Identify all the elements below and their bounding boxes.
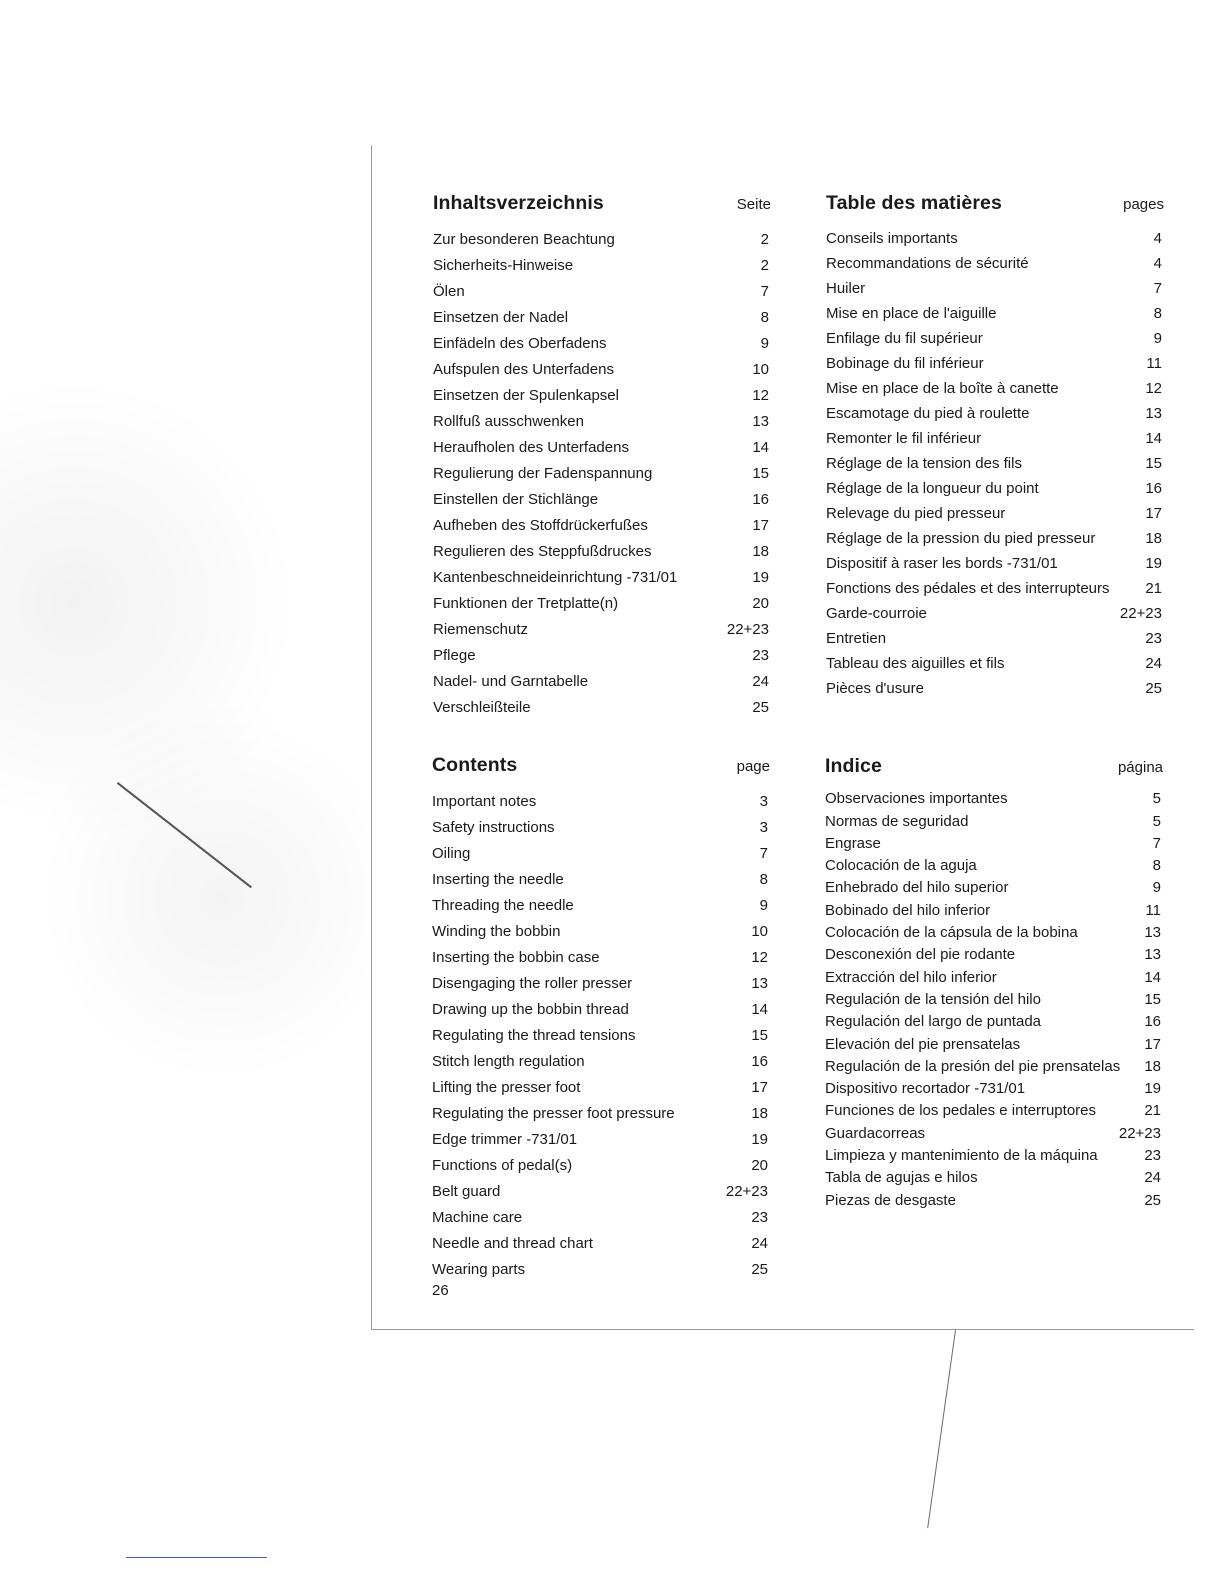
toc-entry-page: 15 bbox=[752, 465, 769, 482]
toc-entry bbox=[433, 326, 773, 352]
toc-entry bbox=[432, 1096, 772, 1122]
toc-entry-page: 14 bbox=[1145, 430, 1162, 447]
toc-entry-page: 22+23 bbox=[1118, 1124, 1161, 1142]
toc-entry bbox=[433, 222, 773, 248]
toc-entry bbox=[825, 830, 1165, 852]
toc-entry-page: 24 bbox=[751, 1235, 768, 1252]
toc-list bbox=[433, 222, 773, 716]
toc-entry-title: Regulación de la tensión del hilo bbox=[825, 990, 1041, 1008]
toc-entry-page: 2 bbox=[760, 231, 769, 248]
toc-entry bbox=[432, 1044, 772, 1070]
toc-entry-page: 3 bbox=[759, 819, 768, 836]
toc-entry-page: 18 bbox=[1145, 530, 1162, 547]
toc-entry-page: 9 bbox=[1152, 879, 1161, 897]
toc-entry-title: Pflege bbox=[433, 647, 476, 664]
toc-entry-page: 2 bbox=[760, 257, 769, 274]
toc-entry-title: Tableau des aiguilles et fils bbox=[826, 655, 1005, 672]
toc-entry-title: Remonter le fil inférieur bbox=[826, 430, 982, 447]
toc-entry-page: 12 bbox=[752, 387, 769, 404]
toc-entry bbox=[825, 1030, 1165, 1052]
toc-entry bbox=[432, 888, 772, 914]
toc-entry-page: 19 bbox=[1145, 555, 1162, 572]
toc-entry-page: 7 bbox=[1152, 834, 1161, 852]
toc-entry-title: Machine care bbox=[432, 1209, 523, 1226]
toc-entry-title: Enfilage du fil supérieur bbox=[826, 330, 983, 347]
toc-entry-title: Winding the bobbin bbox=[432, 923, 561, 940]
toc-entry-page: 13 bbox=[1144, 946, 1161, 964]
toc-entry bbox=[433, 378, 773, 404]
toc-entry-title: Tabla de agujas e hilos bbox=[825, 1169, 978, 1187]
toc-entry-title: Limpieza y mantenimiento de la máquina bbox=[825, 1147, 1098, 1165]
toc-entry bbox=[432, 914, 772, 940]
toc-list bbox=[826, 222, 1166, 697]
toc-entry bbox=[825, 852, 1165, 874]
toc-entry-title: Regulieren des Steppfußdruckes bbox=[433, 543, 652, 560]
toc-entry-page: 17 bbox=[752, 517, 769, 534]
toc-entry-title: Sicherheits-Hinweise bbox=[433, 257, 574, 274]
toc-title: Contents bbox=[432, 754, 518, 776]
toc-entry bbox=[826, 672, 1166, 697]
toc-entry-title: Functions of pedal(s) bbox=[432, 1157, 573, 1174]
toc-entry-page: 7 bbox=[1153, 280, 1162, 297]
toc-entry-page: 23 bbox=[1144, 1147, 1161, 1165]
toc-entry-page: 14 bbox=[752, 439, 769, 456]
toc-entry bbox=[826, 472, 1166, 497]
toc-entry-page: 8 bbox=[1152, 857, 1161, 875]
toc-title: Indice bbox=[825, 755, 882, 777]
toc-entry-title: Elevación del pie prensatelas bbox=[825, 1035, 1021, 1053]
toc-entry-page: 5 bbox=[1152, 790, 1161, 808]
toc-entry-page: 16 bbox=[1144, 1013, 1161, 1031]
toc-entry-page: 16 bbox=[1145, 480, 1162, 497]
toc-page-header: Seite bbox=[736, 196, 771, 213]
toc-entry-title: Important notes bbox=[432, 793, 537, 810]
toc-entry-page: 12 bbox=[1145, 380, 1162, 397]
toc-entry-page: 12 bbox=[751, 949, 768, 966]
toc-entry-title: Relevage du pied presseur bbox=[826, 505, 1006, 522]
page-number: 26 bbox=[432, 1282, 449, 1299]
toc-entry-page: 10 bbox=[752, 361, 769, 378]
toc-entry bbox=[825, 963, 1165, 985]
toc-entry-page: 19 bbox=[1144, 1080, 1161, 1098]
toc-entry-title: Safety instructions bbox=[432, 819, 555, 836]
toc-entry-page: 21 bbox=[1144, 1102, 1161, 1120]
toc-entry bbox=[826, 297, 1166, 322]
toc-entry-page: 25 bbox=[1145, 680, 1162, 697]
toc-entry-page: 18 bbox=[752, 543, 769, 560]
toc-entry bbox=[433, 456, 773, 482]
toc-german bbox=[433, 192, 773, 716]
toc-entry-title: Funktionen der Tretplatte(n) bbox=[433, 595, 619, 612]
toc-entry-title: Bobinado del hilo inferior bbox=[825, 901, 991, 919]
toc-entry-title: Funciones de los pedales e interruptores bbox=[825, 1102, 1096, 1120]
toc-entry bbox=[433, 300, 773, 326]
toc-entry-title: Inserting the bobbin case bbox=[432, 949, 600, 966]
toc-entry-title: Belt guard bbox=[432, 1183, 501, 1200]
toc-entry-page: 16 bbox=[751, 1053, 768, 1070]
toc-entry-page: 17 bbox=[1144, 1035, 1161, 1053]
toc-entry-page: 10 bbox=[751, 923, 768, 940]
toc-entry bbox=[825, 986, 1165, 1008]
toc-entry bbox=[433, 664, 773, 690]
toc-entry-page: 7 bbox=[759, 845, 768, 862]
toc-entry-page: 13 bbox=[1144, 924, 1161, 942]
toc-entry bbox=[826, 422, 1166, 447]
toc-entry-title: Réglage de la longueur du point bbox=[826, 480, 1039, 497]
toc-entry bbox=[826, 522, 1166, 547]
toc-entry-title: Regulating the thread tensions bbox=[432, 1027, 636, 1044]
toc-page-header: página bbox=[1117, 759, 1163, 776]
toc-spanish bbox=[825, 755, 1165, 1209]
toc-entry-page: 13 bbox=[751, 975, 768, 992]
toc-english bbox=[432, 754, 772, 1278]
toc-entry-title: Einfädeln des Oberfadens bbox=[433, 335, 607, 352]
toc-entry-page: 17 bbox=[751, 1079, 768, 1096]
toc-entry-page: 23 bbox=[752, 647, 769, 664]
scan-stray-line bbox=[927, 1330, 956, 1528]
toc-entry-title: Regulating the presser foot pressure bbox=[432, 1105, 675, 1122]
toc-entry-page: 14 bbox=[1144, 968, 1161, 986]
toc-entry bbox=[826, 372, 1166, 397]
toc-entry bbox=[826, 647, 1166, 672]
toc-entry-page: 11 bbox=[1146, 355, 1162, 372]
toc-entry-page: 20 bbox=[752, 595, 769, 612]
toc-entry-title: Nadel- und Garntabelle bbox=[433, 673, 589, 690]
toc-entry-page: 24 bbox=[1144, 1169, 1161, 1187]
toc-entry-title: Einsetzen der Spulenkapsel bbox=[433, 387, 619, 404]
toc-entry-page: 14 bbox=[751, 1001, 768, 1018]
toc-entry bbox=[825, 1097, 1165, 1119]
toc-entry-title: Mise en place de l'aiguille bbox=[826, 305, 997, 322]
toc-entry-page: 16 bbox=[752, 491, 769, 508]
toc-entry-title: Stitch length regulation bbox=[432, 1053, 585, 1070]
toc-header bbox=[825, 755, 1165, 785]
toc-entry bbox=[825, 896, 1165, 918]
toc-entry bbox=[432, 1122, 772, 1148]
toc-entry bbox=[825, 1008, 1165, 1030]
toc-entry bbox=[826, 397, 1166, 422]
toc-entry-title: Needle and thread chart bbox=[432, 1235, 593, 1252]
toc-entry-title: Mise en place de la boîte à canette bbox=[826, 380, 1059, 397]
toc-entry-title: Inserting the needle bbox=[432, 871, 564, 888]
toc-entry bbox=[433, 690, 773, 716]
toc-entry-title: Aufspulen des Unterfadens bbox=[433, 361, 614, 378]
toc-entry bbox=[825, 1053, 1165, 1075]
toc-entry bbox=[432, 1252, 772, 1278]
toc-entry bbox=[433, 404, 773, 430]
toc-entry bbox=[432, 784, 772, 810]
toc-entry-page: 4 bbox=[1153, 230, 1162, 247]
toc-entry-page: 23 bbox=[751, 1209, 768, 1226]
toc-entry-title: Drawing up the bobbin thread bbox=[432, 1001, 629, 1018]
toc-entry-title: Lifting the presser foot bbox=[432, 1079, 581, 1096]
toc-entry-title: Einsetzen der Nadel bbox=[433, 309, 569, 326]
toc-entry-page: 8 bbox=[759, 871, 768, 888]
toc-entry-page: 9 bbox=[1153, 330, 1162, 347]
toc-entry bbox=[825, 1119, 1165, 1141]
toc-entry-title: Regulación del largo de puntada bbox=[825, 1013, 1041, 1031]
toc-entry-page: 17 bbox=[1145, 505, 1162, 522]
toc-entry-page: 23 bbox=[1145, 630, 1162, 647]
toc-entry bbox=[432, 1148, 772, 1174]
toc-entry bbox=[825, 941, 1165, 963]
page-edge-left bbox=[371, 145, 372, 1330]
toc-entry bbox=[432, 862, 772, 888]
toc-entry bbox=[433, 508, 773, 534]
toc-entry bbox=[433, 274, 773, 300]
toc-entry-title: Extracción del hilo inferior bbox=[825, 968, 997, 986]
toc-entry-title: Rollfuß ausschwenken bbox=[433, 413, 584, 430]
toc-header bbox=[826, 192, 1166, 222]
toc-entry bbox=[432, 810, 772, 836]
toc-entry-title: Colocación de la cápsula de la bobina bbox=[825, 924, 1078, 942]
toc-entry bbox=[433, 352, 773, 378]
toc-header bbox=[432, 754, 772, 784]
toc-entry bbox=[433, 560, 773, 586]
toc-entry bbox=[432, 992, 772, 1018]
toc-entry-title: Bobinage du fil inférieur bbox=[826, 355, 984, 372]
toc-entry-page: 22+23 bbox=[725, 1183, 768, 1200]
toc-entry-title: Dispositivo recortador -731/01 bbox=[825, 1080, 1026, 1098]
toc-entry-page: 19 bbox=[751, 1131, 768, 1148]
toc-entry-title: Oiling bbox=[432, 845, 471, 862]
toc-entry-title: Engrase bbox=[825, 834, 881, 852]
toc-entry-title: Disengaging the roller presser bbox=[432, 975, 633, 992]
toc-entry-title: Dispositif à raser les bords -731/01 bbox=[826, 555, 1058, 572]
toc-entry bbox=[825, 807, 1165, 829]
toc-entry-page: 25 bbox=[752, 699, 769, 716]
toc-entry bbox=[826, 547, 1166, 572]
toc-entry-page: 19 bbox=[752, 569, 769, 586]
toc-entry-title: Desconexión del pie rodante bbox=[825, 946, 1016, 964]
toc-header bbox=[433, 192, 773, 222]
toc-entry bbox=[826, 497, 1166, 522]
toc-entry-title: Recommandations de sécurité bbox=[826, 255, 1029, 272]
toc-entry bbox=[825, 1075, 1165, 1097]
toc-entry-title: Regulación de la presión del pie prensatelas bbox=[825, 1057, 1121, 1075]
toc-entry bbox=[826, 222, 1166, 247]
toc-entry-title: Huiler bbox=[826, 280, 866, 297]
toc-entry-title: Kantenbeschneideinrichtung -731/01 bbox=[433, 569, 678, 586]
toc-page-header: page bbox=[736, 758, 770, 775]
toc-entry bbox=[433, 430, 773, 456]
toc-entry-title: Zur besonderen Beachtung bbox=[433, 231, 615, 248]
toc-entry bbox=[433, 248, 773, 274]
toc-list bbox=[432, 784, 772, 1278]
toc-entry-page: 13 bbox=[752, 413, 769, 430]
toc-entry-page: 7 bbox=[760, 283, 769, 300]
toc-entry-page: 18 bbox=[751, 1105, 768, 1122]
toc-page-header: pages bbox=[1123, 196, 1164, 213]
toc-title: Table des matières bbox=[826, 192, 1002, 214]
toc-entry-title: Fonctions des pédales et des interrupteurs bbox=[826, 580, 1110, 597]
toc-entry-page: 11 bbox=[1145, 901, 1161, 919]
toc-entry bbox=[825, 1186, 1165, 1208]
toc-entry-title: Réglage de la tension des fils bbox=[826, 455, 1022, 472]
toc-entry-title: Einstellen der Stichlänge bbox=[433, 491, 599, 508]
toc-entry-page: 13 bbox=[1145, 405, 1162, 422]
toc-entry-title: Escamotage du pied à roulette bbox=[826, 405, 1030, 422]
toc-entry-title: Conseils importants bbox=[826, 230, 958, 247]
toc-entry-title: Ölen bbox=[433, 283, 465, 300]
toc-entry-title: Garde-courroie bbox=[826, 605, 927, 622]
toc-entry-page: 4 bbox=[1153, 255, 1162, 272]
toc-entry-title: Riemenschutz bbox=[433, 621, 529, 638]
toc-entry bbox=[825, 1164, 1165, 1186]
toc-entry bbox=[433, 482, 773, 508]
toc-entry-page: 20 bbox=[751, 1157, 768, 1174]
toc-entry bbox=[826, 322, 1166, 347]
toc-entry-title: Regulierung der Fadenspannung bbox=[433, 465, 653, 482]
toc-entry bbox=[826, 347, 1166, 372]
toc-entry bbox=[433, 612, 773, 638]
page-edge-bottom bbox=[372, 1329, 1194, 1330]
scan-noise bbox=[0, 380, 370, 1120]
toc-entry bbox=[825, 874, 1165, 896]
toc-entry bbox=[433, 638, 773, 664]
toc-entry-title: Observaciones importantes bbox=[825, 790, 1008, 808]
toc-entry-page: 25 bbox=[751, 1261, 768, 1278]
toc-entry-page: 25 bbox=[1144, 1191, 1161, 1209]
toc-title: Inhaltsverzeichnis bbox=[433, 192, 604, 214]
toc-entry-title: Edge trimmer -731/01 bbox=[432, 1131, 578, 1148]
toc-entry-page: 15 bbox=[751, 1027, 768, 1044]
toc-entry bbox=[825, 785, 1165, 807]
toc-entry-page: 9 bbox=[759, 897, 768, 914]
toc-entry-page: 9 bbox=[760, 335, 769, 352]
toc-entry-title: Entretien bbox=[826, 630, 887, 647]
toc-entry bbox=[826, 272, 1166, 297]
toc-entry bbox=[433, 586, 773, 612]
link-underline bbox=[126, 1557, 267, 1558]
toc-entry-title: Verschleißteile bbox=[433, 699, 531, 716]
toc-entry-title: Pièces d'usure bbox=[826, 680, 924, 697]
toc-entry bbox=[826, 247, 1166, 272]
toc-entry bbox=[432, 1018, 772, 1044]
toc-entry bbox=[432, 836, 772, 862]
toc-entry-page: 21 bbox=[1145, 580, 1162, 597]
toc-entry bbox=[826, 447, 1166, 472]
toc-entry bbox=[432, 1226, 772, 1252]
toc-entry-title: Réglage de la pression du pied presseur bbox=[826, 530, 1096, 547]
toc-entry-title: Heraufholen des Unterfadens bbox=[433, 439, 629, 456]
toc-entry-page: 15 bbox=[1145, 455, 1162, 472]
toc-entry-title: Normas de seguridad bbox=[825, 812, 969, 830]
toc-entry-title: Piezas de desgaste bbox=[825, 1191, 956, 1209]
toc-entry bbox=[432, 940, 772, 966]
toc-entry-page: 3 bbox=[759, 793, 768, 810]
toc-entry bbox=[432, 1174, 772, 1200]
toc-entry bbox=[826, 622, 1166, 647]
toc-entry bbox=[432, 966, 772, 992]
toc-entry bbox=[432, 1070, 772, 1096]
toc-entry-page: 5 bbox=[1152, 812, 1161, 830]
toc-entry-title: Colocación de la aguja bbox=[825, 857, 977, 875]
toc-entry-title: Wearing parts bbox=[432, 1261, 526, 1278]
toc-entry bbox=[826, 572, 1166, 597]
toc-entry-title: Threading the needle bbox=[432, 897, 574, 914]
toc-list bbox=[825, 785, 1165, 1209]
toc-entry-page: 24 bbox=[752, 673, 769, 690]
toc-entry bbox=[433, 534, 773, 560]
toc-entry-page: 22+23 bbox=[1119, 605, 1162, 622]
toc-entry-title: Aufheben des Stoffdrückerfußes bbox=[433, 517, 648, 534]
toc-entry bbox=[432, 1200, 772, 1226]
toc-entry-page: 18 bbox=[1144, 1057, 1161, 1075]
toc-entry-page: 8 bbox=[760, 309, 769, 326]
toc-entry bbox=[826, 597, 1166, 622]
toc-entry-page: 8 bbox=[1153, 305, 1162, 322]
toc-french bbox=[826, 192, 1166, 697]
toc-entry-page: 15 bbox=[1144, 990, 1161, 1008]
toc-entry bbox=[825, 919, 1165, 941]
toc-entry-title: Guardacorreas bbox=[825, 1124, 926, 1142]
toc-entry-page: 22+23 bbox=[726, 621, 769, 638]
toc-entry-title: Enhebrado del hilo superior bbox=[825, 879, 1009, 897]
toc-entry bbox=[825, 1142, 1165, 1164]
toc-entry-page: 24 bbox=[1145, 655, 1162, 672]
